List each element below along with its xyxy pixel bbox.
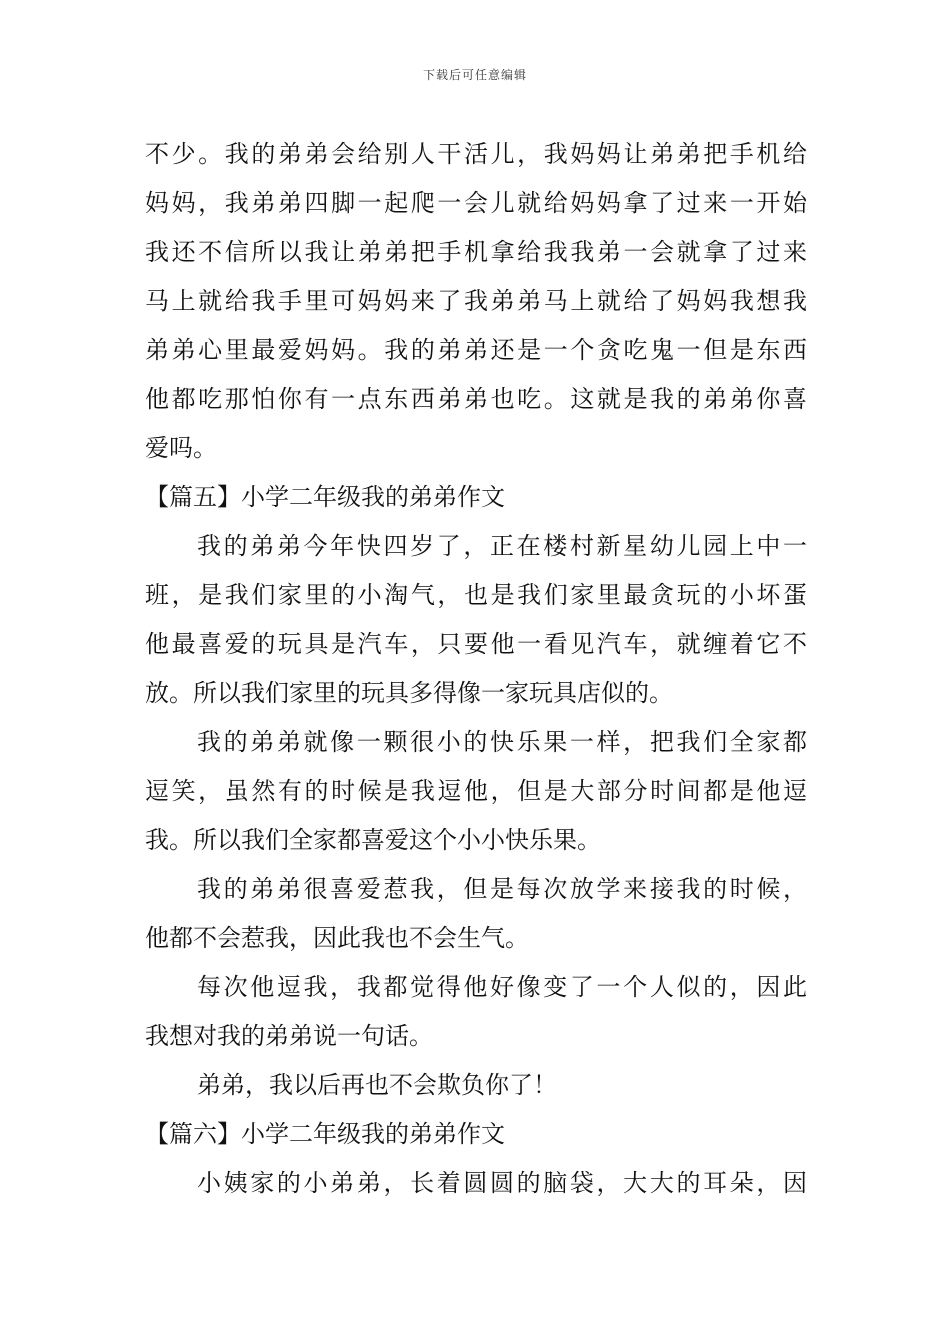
text-line: 我想对我的弟弟说一句话。 — [145, 1022, 433, 1050]
page-header: 下载后可任意编辑 — [422, 68, 527, 82]
text-line: 他都吃那怕你有一点东西弟弟也吃。这就是我的弟弟你喜 — [145, 385, 807, 413]
text-line: 他都不会惹我，因此我也不会生气。 — [145, 924, 529, 952]
text-line: 我的弟弟很喜爱惹我，但是每次放学来接我的时候， — [197, 875, 807, 903]
text-line: 马上就给我手里可妈妈来了我弟弟马上就给了妈妈我想我 — [145, 287, 807, 315]
text-line: 我还不信所以我让弟弟把手机拿给我我弟一会就拿了过来 — [145, 238, 807, 266]
text-line: 弟弟，我以后再也不会欺负你了！ — [197, 1071, 557, 1099]
text-line: 逗笑，虽然有的时候是我逗他，但是大部分时间都是他逗 — [145, 777, 807, 805]
text-line: 弟弟心里最爱妈妈。我的弟弟还是一个贪吃鬼一但是东西 — [145, 336, 807, 364]
text-line: 每次他逗我，我都觉得他好像变了一个人似的，因此 — [197, 973, 807, 1001]
text-line: 不少。我的弟弟会给别人干活儿，我妈妈让弟弟把手机给 — [145, 140, 807, 168]
text-line: 班，是我们家里的小淘气，也是我们家里最贪玩的小坏蛋 — [145, 581, 807, 609]
document-body — [145, 130, 807, 1208]
section-heading: 【篇五】小学二年级我的弟弟作文 — [145, 483, 505, 511]
text-line: 我的弟弟今年快四岁了，正在楼村新星幼儿园上中一 — [197, 532, 807, 560]
text-line: 我的弟弟就像一颗很小的快乐果一样，把我们全家都 — [197, 728, 807, 756]
section-heading: 【篇六】小学二年级我的弟弟作文 — [145, 1120, 505, 1148]
text-line: 我。所以我们全家都喜爱这个小小快乐果。 — [145, 826, 601, 854]
text-line: 放。所以我们家里的玩具多得像一家玩具店似的。 — [145, 679, 673, 707]
text-line: 小姨家的小弟弟，长着圆圆的脑袋，大大的耳朵，因 — [197, 1169, 807, 1197]
text-line: 爱吗。 — [145, 434, 217, 462]
text-line: 妈妈，我弟弟四脚一起爬一会儿就给妈妈拿了过来一开始 — [145, 189, 807, 217]
text-line: 他最喜爱的玩具是汽车，只要他一看见汽车，就缠着它不 — [145, 630, 807, 658]
